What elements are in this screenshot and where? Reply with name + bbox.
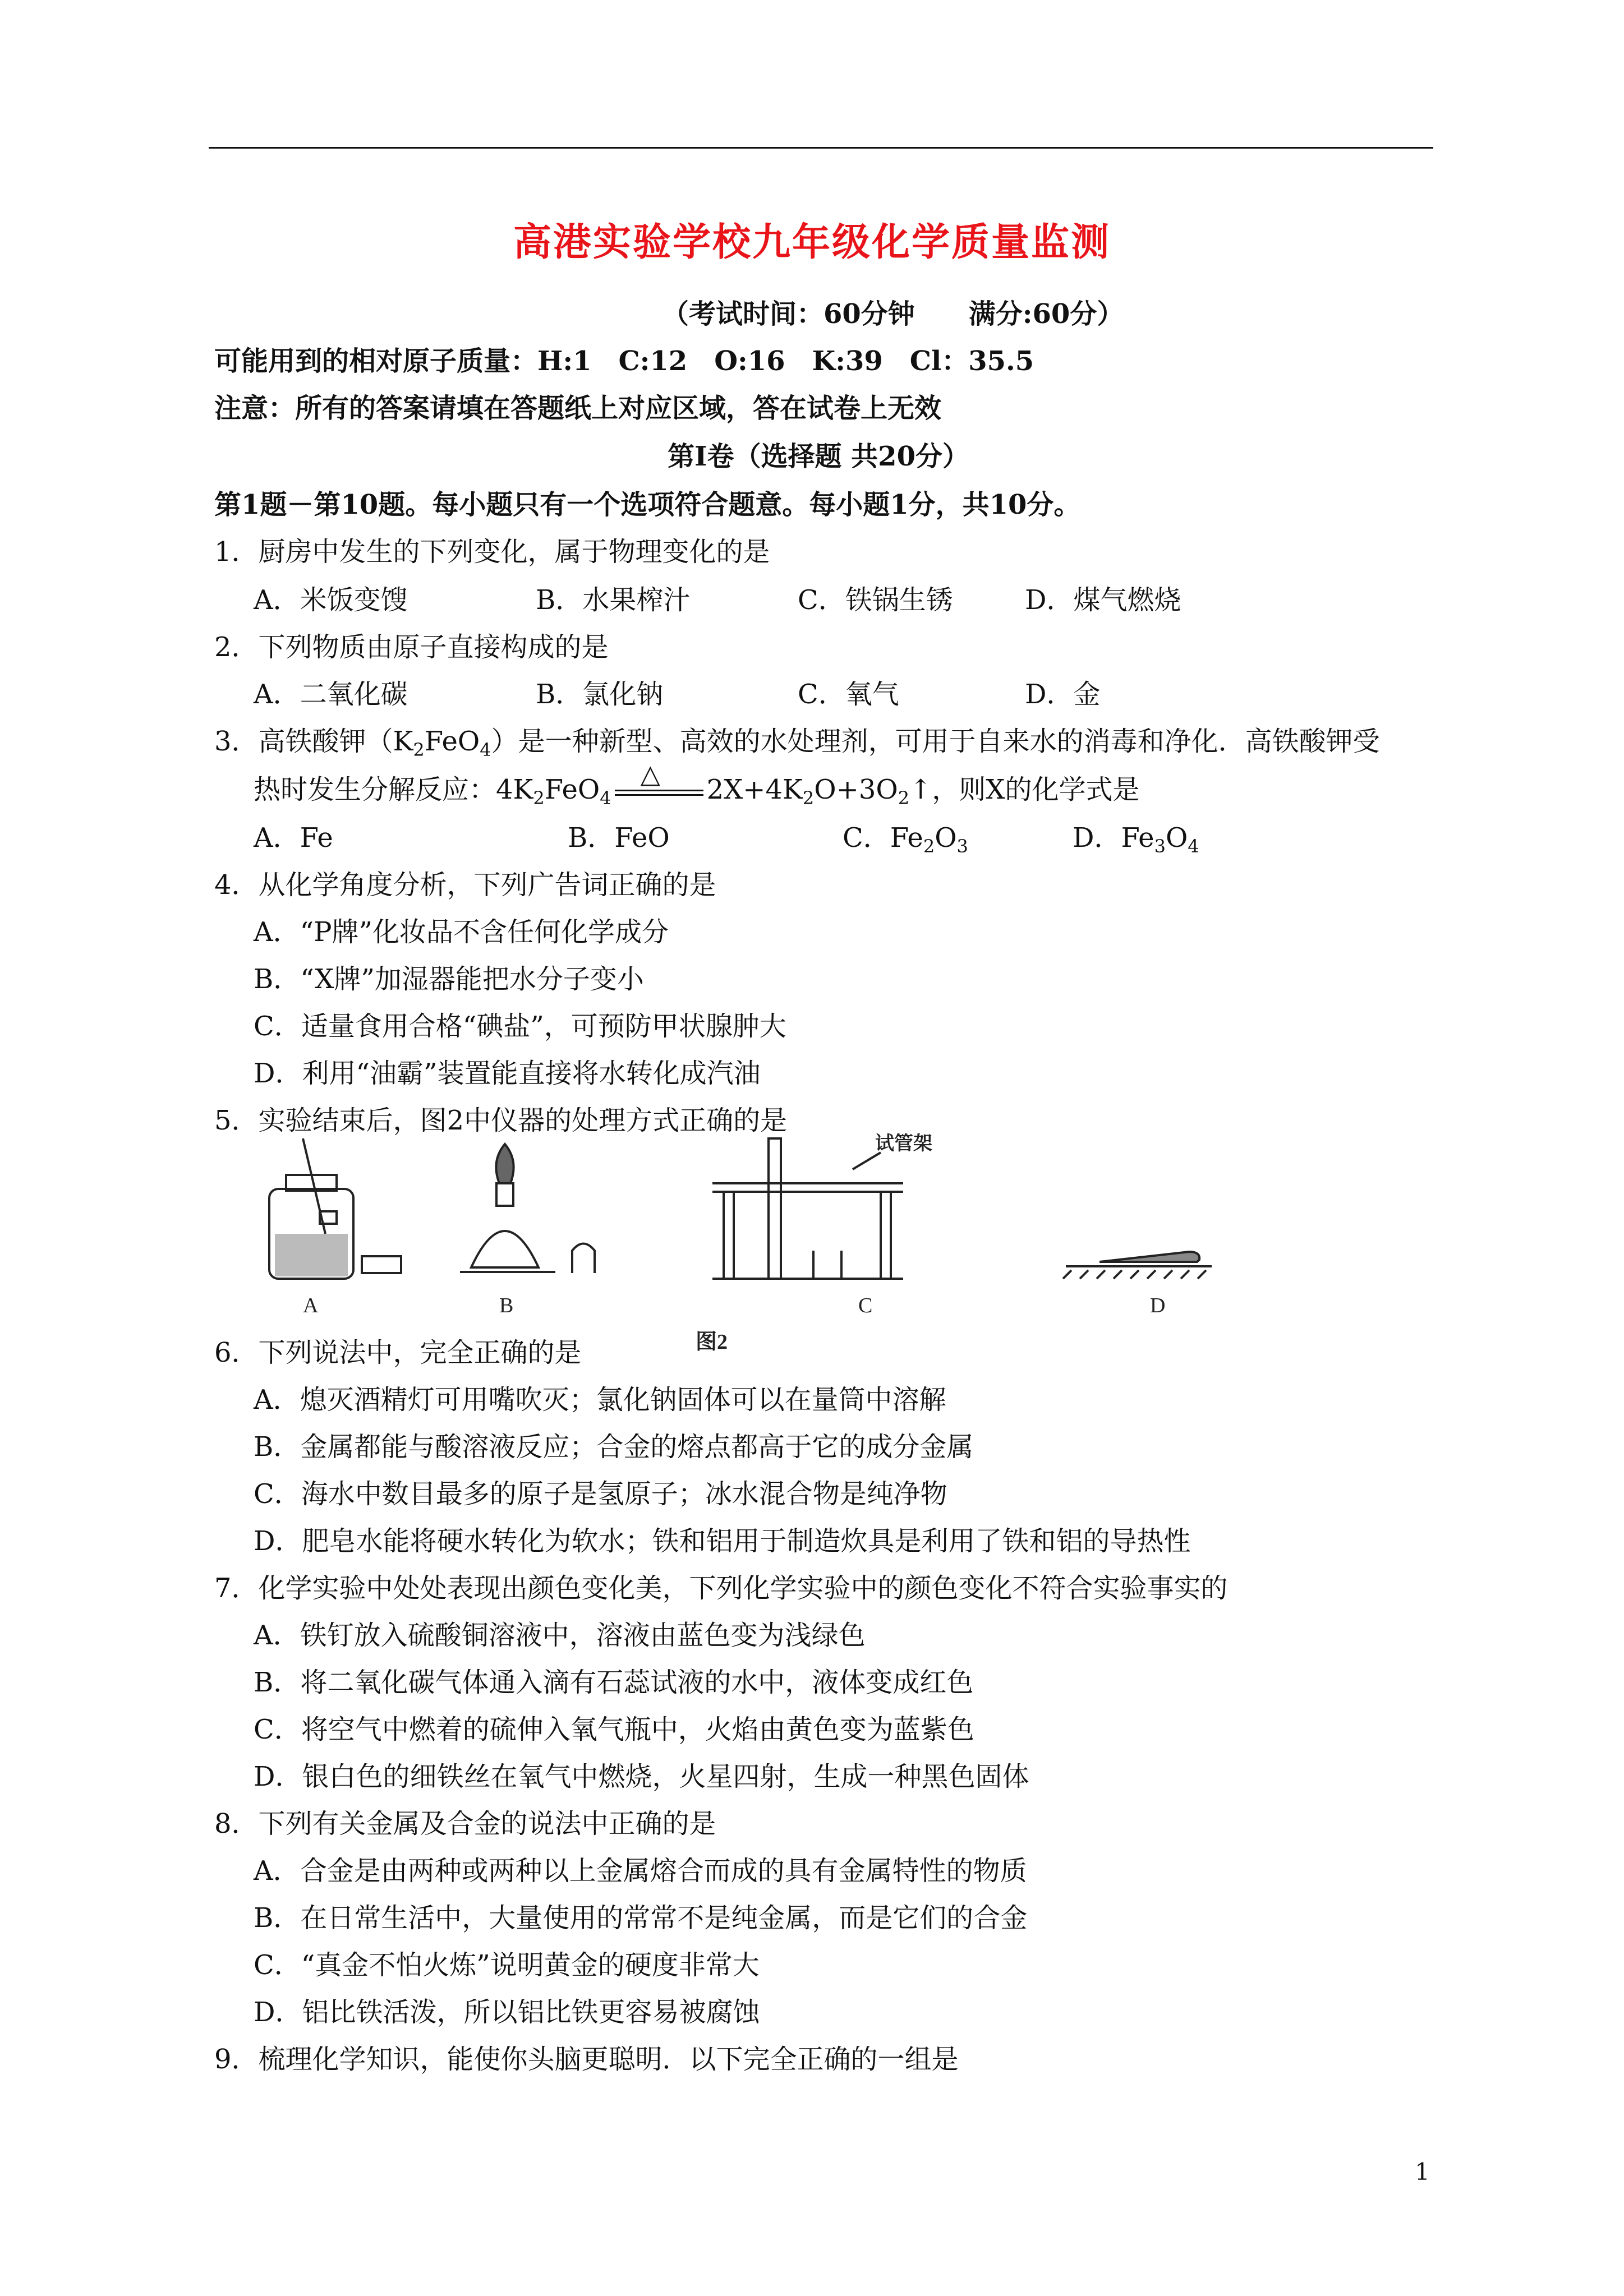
jar-with-spoon-icon	[269, 1138, 401, 1279]
notice-line: 注意：所有的答案请填在答题纸上对应区域，答在试卷上无效	[214, 393, 942, 424]
rack-label: 试管架	[875, 1133, 932, 1154]
question-1-options	[254, 583, 1181, 617]
figure-label-a: A	[303, 1294, 319, 1317]
figure-label-d: D	[1150, 1294, 1166, 1317]
question-3-options	[254, 821, 1199, 863]
question-6-option-c: C．海水中数目最多的原子是氢原子；冰水混合物是纯净物	[254, 1478, 947, 1510]
option-c: C．氧气	[798, 679, 899, 710]
question-9-stem: 9．梳理化学知识，能使你头脑更聪明．以下完全正确的一组是	[214, 2044, 959, 2075]
question-7-stem: 7．化学实验中处处表现出颜色变化美，下列化学实验中的颜色变化不符合实验事实的	[214, 1573, 1228, 1604]
question-4-option-b: B．“X牌”加湿器能把水分子变小	[254, 963, 644, 995]
figure-label-c: C	[858, 1294, 873, 1317]
header-rule	[209, 147, 1433, 149]
option-b: B．氯化钠	[536, 679, 664, 710]
question-1-stem: 1．厨房中发生的下列变化，属于物理变化的是	[214, 536, 770, 568]
reaction-arrow	[611, 759, 707, 806]
figure-caption: 图2	[696, 1330, 728, 1354]
question-3-stem: 3．高铁酸钾$(K_2FeO_4)$是一种新型、高效的水处理剂，可用于自来水的消毒和净化．高铁酸钾受	[214, 726, 1380, 760]
question-4-option-d: D．利用“油霸”装置能直接将水转化成汽油	[254, 1058, 761, 1089]
question-3-equation: 热时发生分解反应：$4K_2FeO_4$ △ $2X+4K_2O+3O_2↑$，则X的化学式是	[254, 773, 1139, 815]
question-6-option-d: D．肥皂水能将硬水转化为软水；铁和铝用于制造炊具是利用了铁和铝的导热性	[254, 1525, 1191, 1557]
question-6-stem: 6．下列说法中，完全正确的是	[214, 1337, 582, 1368]
test-tube-on-table-icon	[1063, 1252, 1212, 1279]
question-4-option-a: A．“P牌”化妆品不含任何化学成分	[254, 916, 669, 948]
exam-info: （考试时间：60分钟 满分:60分）	[662, 298, 1124, 330]
section-title: 第Ⅰ卷（选择题 共20分）	[668, 441, 969, 472]
alcohol-lamp-icon	[460, 1144, 595, 1273]
option-a: A．二氧化碳	[254, 679, 408, 710]
equals-line-bottom	[615, 794, 703, 796]
question-7-option-c: C．将空气中燃着的硫伸入氧气瓶中，火焰由黄色变为蓝紫色	[254, 1714, 974, 1745]
option-c: C．$Fe_2O_3$	[843, 822, 968, 857]
question-7-option-a: A．铁钉放入硫酸铜溶液中，溶液由蓝色变为浅绿色	[254, 1620, 866, 1651]
option-c: C．铁锅生锈	[798, 584, 953, 616]
question-4-option-c: C．适量食用合格“碘盐”，可预防甲状腺肿大	[254, 1011, 786, 1042]
question-8-option-c: C．“真金不怕火炼”说明黄金的硬度非常大	[254, 1949, 760, 1981]
figure-2-lab-instruments	[236, 1127, 1262, 1363]
exam-title: 高港实验学校九年级化学质量监测	[513, 220, 1111, 265]
question-8-option-d: D．铝比铁活泼，所以铝比铁更容易被腐蚀	[254, 1997, 760, 2028]
atomic-mass-line: 可能用到的相对原子质量：H:1 C:12 O:16 K:39 Cl：35.5	[214, 345, 1034, 377]
question-2-stem: 2．下列物质由原子直接构成的是	[214, 631, 609, 663]
question-6-option-a: A．熄灭酒精灯可用嘴吹灭；氯化钠固体可以在量筒中溶解	[254, 1384, 946, 1416]
page-number: 1	[1415, 2158, 1430, 2186]
option-a: A．Fe	[254, 822, 333, 854]
equals-line-top	[615, 790, 703, 791]
question-2-options	[254, 677, 1101, 711]
figure-label-b: B	[499, 1294, 514, 1317]
option-a: A．米饭变馊	[254, 584, 408, 616]
heat-symbol: △	[640, 759, 660, 789]
question-8-stem: 8．下列有关金属及合金的说法中正确的是	[214, 1808, 716, 1839]
option-d: D．金	[1025, 679, 1101, 710]
option-b: B．水果榨汁	[536, 584, 691, 616]
question-5-stem: 5．实验结束后，图2中仪器的处理方式正确的是	[214, 1105, 788, 1136]
test-tube-rack-icon	[712, 1138, 903, 1279]
option-d: D．煤气燃烧	[1025, 584, 1181, 616]
question-8-option-b: B．在日常生活中，大量使用的常常不是纯金属，而是它们的合金	[254, 1902, 1028, 1934]
option-d: D．$Fe_3O_4$	[1073, 822, 1199, 857]
question-7-option-d: D．银白色的细铁丝在氧气中燃烧，火星四射，生成一种黑色固体	[254, 1761, 1029, 1792]
question-6-option-b: B．金属都能与酸溶液反应；合金的熔点都高于它的成分金属	[254, 1431, 974, 1463]
question-8-option-a: A．合金是由两种或两种以上金属熔合而成的具有金属特性的物质	[254, 1855, 1027, 1887]
option-b: B．FeO	[568, 822, 670, 854]
question-4-stem: 4．从化学角度分析，下列广告词正确的是	[214, 869, 716, 901]
question-7-option-b: B．将二氧化碳气体通入滴有石蕊试液的水中，液体变成红色	[254, 1667, 974, 1698]
section-instruction: 第1题－第10题。每小题只有一个选项符合题意。每小题1分，共10分。	[214, 489, 1081, 520]
